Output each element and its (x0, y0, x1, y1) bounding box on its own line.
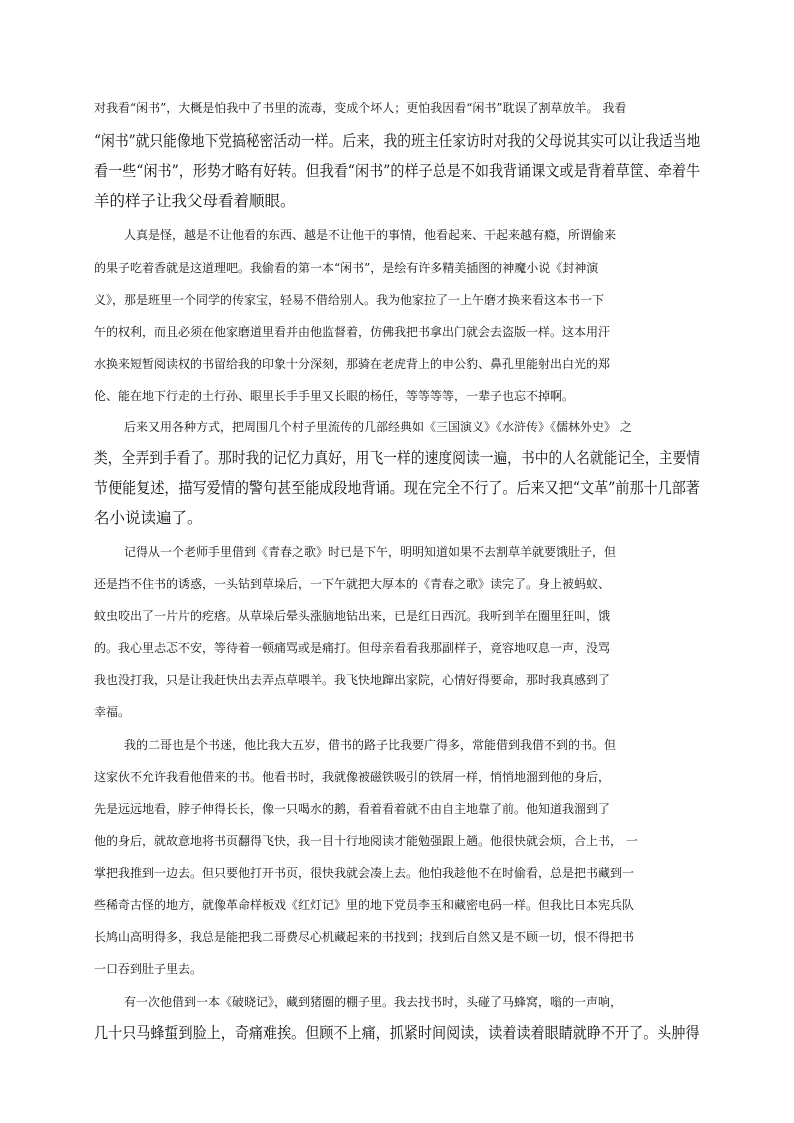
text-line: 对我看“闲书”，大概是怕我中了书里的流毒，变成个坏人；更怕我因看“闲书”耽误了割草放羊。 我看 (94, 101, 627, 115)
text-line: 我的二哥也是个书迷，他比我大五岁，借书的路子比我要广得多，常能借到我借不到的书。但 (124, 738, 617, 752)
text-line: 一口吞到肚子里去。 (94, 962, 203, 976)
text-line: 有一次他借到一本《破晓记》，藏到猪圈的棚子里。我去找书时，头碰了马蜂窝，嗡的一声响， (124, 995, 623, 1009)
text-line: 这家伙不允许我看他借来的书。他看书时，我就像被磁铁吸引的铁屑一样，悄悄地溜到他的身后， (94, 770, 611, 784)
text-line: 义》，那是班里一个同学的传家宝，轻易不借给别人。我为他家拉了一上午磨才换来看这本书一下 (94, 293, 605, 307)
text-line: 的果子吃着香就是这道理吧。我偷看的第一本“闲书”，是绘有许多精美插图的神魔小说《封神演 (94, 261, 599, 275)
text-line: 看一些“闲书”，形势才略有好转。但我看“闲书”的样子总是不如我背诵课文或是背着草筐、牵着牛 (94, 162, 701, 180)
text-line: 先是远远地看，脖子伸得长长，像一只喝水的鹅，看着看着就不由自主地靠了前。他知道我溜到了 (94, 802, 611, 816)
text-line: 羊的样子让我父母看着顺眼。 (94, 192, 296, 210)
text-line: 长鸠山高明得多，我总是能把我二哥费尽心机藏起来的书找到；找到后自然又是不顾一切，恨不得把书 (94, 930, 635, 944)
text-line: 掌把我推到一边去。但只要他打开书页，很快我就会凑上去。他怕我趁他不在时偷看，总是把书藏到一 (94, 866, 635, 880)
text-line: 的。我心里忐忑不安，等待着一顿痛骂或是痛打。但母亲看看我那副样子，竟容地叹息一声，没骂 (94, 641, 611, 655)
text-line: 节便能复述，描写爱情的警句甚至能成段地背诵。现在完全不行了。后来又把“文革”前那十几部著 (94, 479, 700, 497)
text-line: 些稀奇古怪的地方，就像革命样板戏《红灯记》里的地下党员李玉和藏密电码一样。但我比日本宪兵队 (94, 898, 635, 912)
text-line: 记得从一个老师手里借到《青春之歌》时已是下午，明明知道如果不去割草羊就要饿肚子，但 (124, 545, 617, 559)
text-line: 幸福。 (94, 705, 131, 719)
text-line: 名小说读遍了。 (94, 509, 203, 527)
text-line: 午的权利，而且必须在他家磨道里看并由他监督着，仿佛我把书拿出门就会去盗版一样。这本用汗 (94, 325, 611, 339)
text-line: 几十只马蜂蜇到脸上，奇痛难挨。但顾不上痛，抓紧时间阅读，读着读着眼睛就睁不开了。头肿得 (94, 1024, 700, 1042)
text-line: 还是挡不住书的诱惑，一头钻到草垛后，一下午就把大厚本的《青春之歌》读完了。身上被蚂蚁、 (94, 577, 611, 591)
text-line: 伦、能在地下行走的土行孙、眼里长手手里又长眼的杨任，等等等等，一辈子也忘不掉啊。 (94, 389, 575, 403)
text-line: 水换来短暂阅读权的书留给我的印象十分深刻，那骑在老虎背上的申公豹、鼻孔里能射出白光的郑 (94, 357, 611, 371)
text-line: 他的身后，就故意地将书页翻得飞快，我一目十行地阅读才能勉强跟上趟。他很快就会烦，合上书， 一 (94, 834, 638, 848)
text-line: “闲书”就只能像地下党搞秘密活动一样。后来，我的班主任家访时对我的父母说其实可以让我适当地 (94, 132, 701, 150)
text-line: 类，全弄到手看了。那时我的记忆力真好，用飞一样的速度阅读一遍，书中的人名就能记全，主要情 (94, 449, 701, 467)
text-line: 我也没打我，只是让我赶快出去弄点草喂羊。我飞快地蹿出家院，心情好得要命，那时我真感到了 (94, 673, 611, 687)
text-line: 后来又用各种方式，把周围几个村子里流传的几部经典如《三国演义》《水浒传》《儒林外史》 之 (124, 420, 632, 434)
text-line: 蚊虫咬出了一片片的疙瘩。从草垛后晕头涨脑地钻出来，已是红日西沉。我听到羊在圈里狂叫，饿 (94, 609, 611, 623)
text-line: 人真是怪，越是不让他看的东西、越是不让他干的事情，他看起来、干起来越有瘾，所谓偷来 (124, 228, 617, 242)
